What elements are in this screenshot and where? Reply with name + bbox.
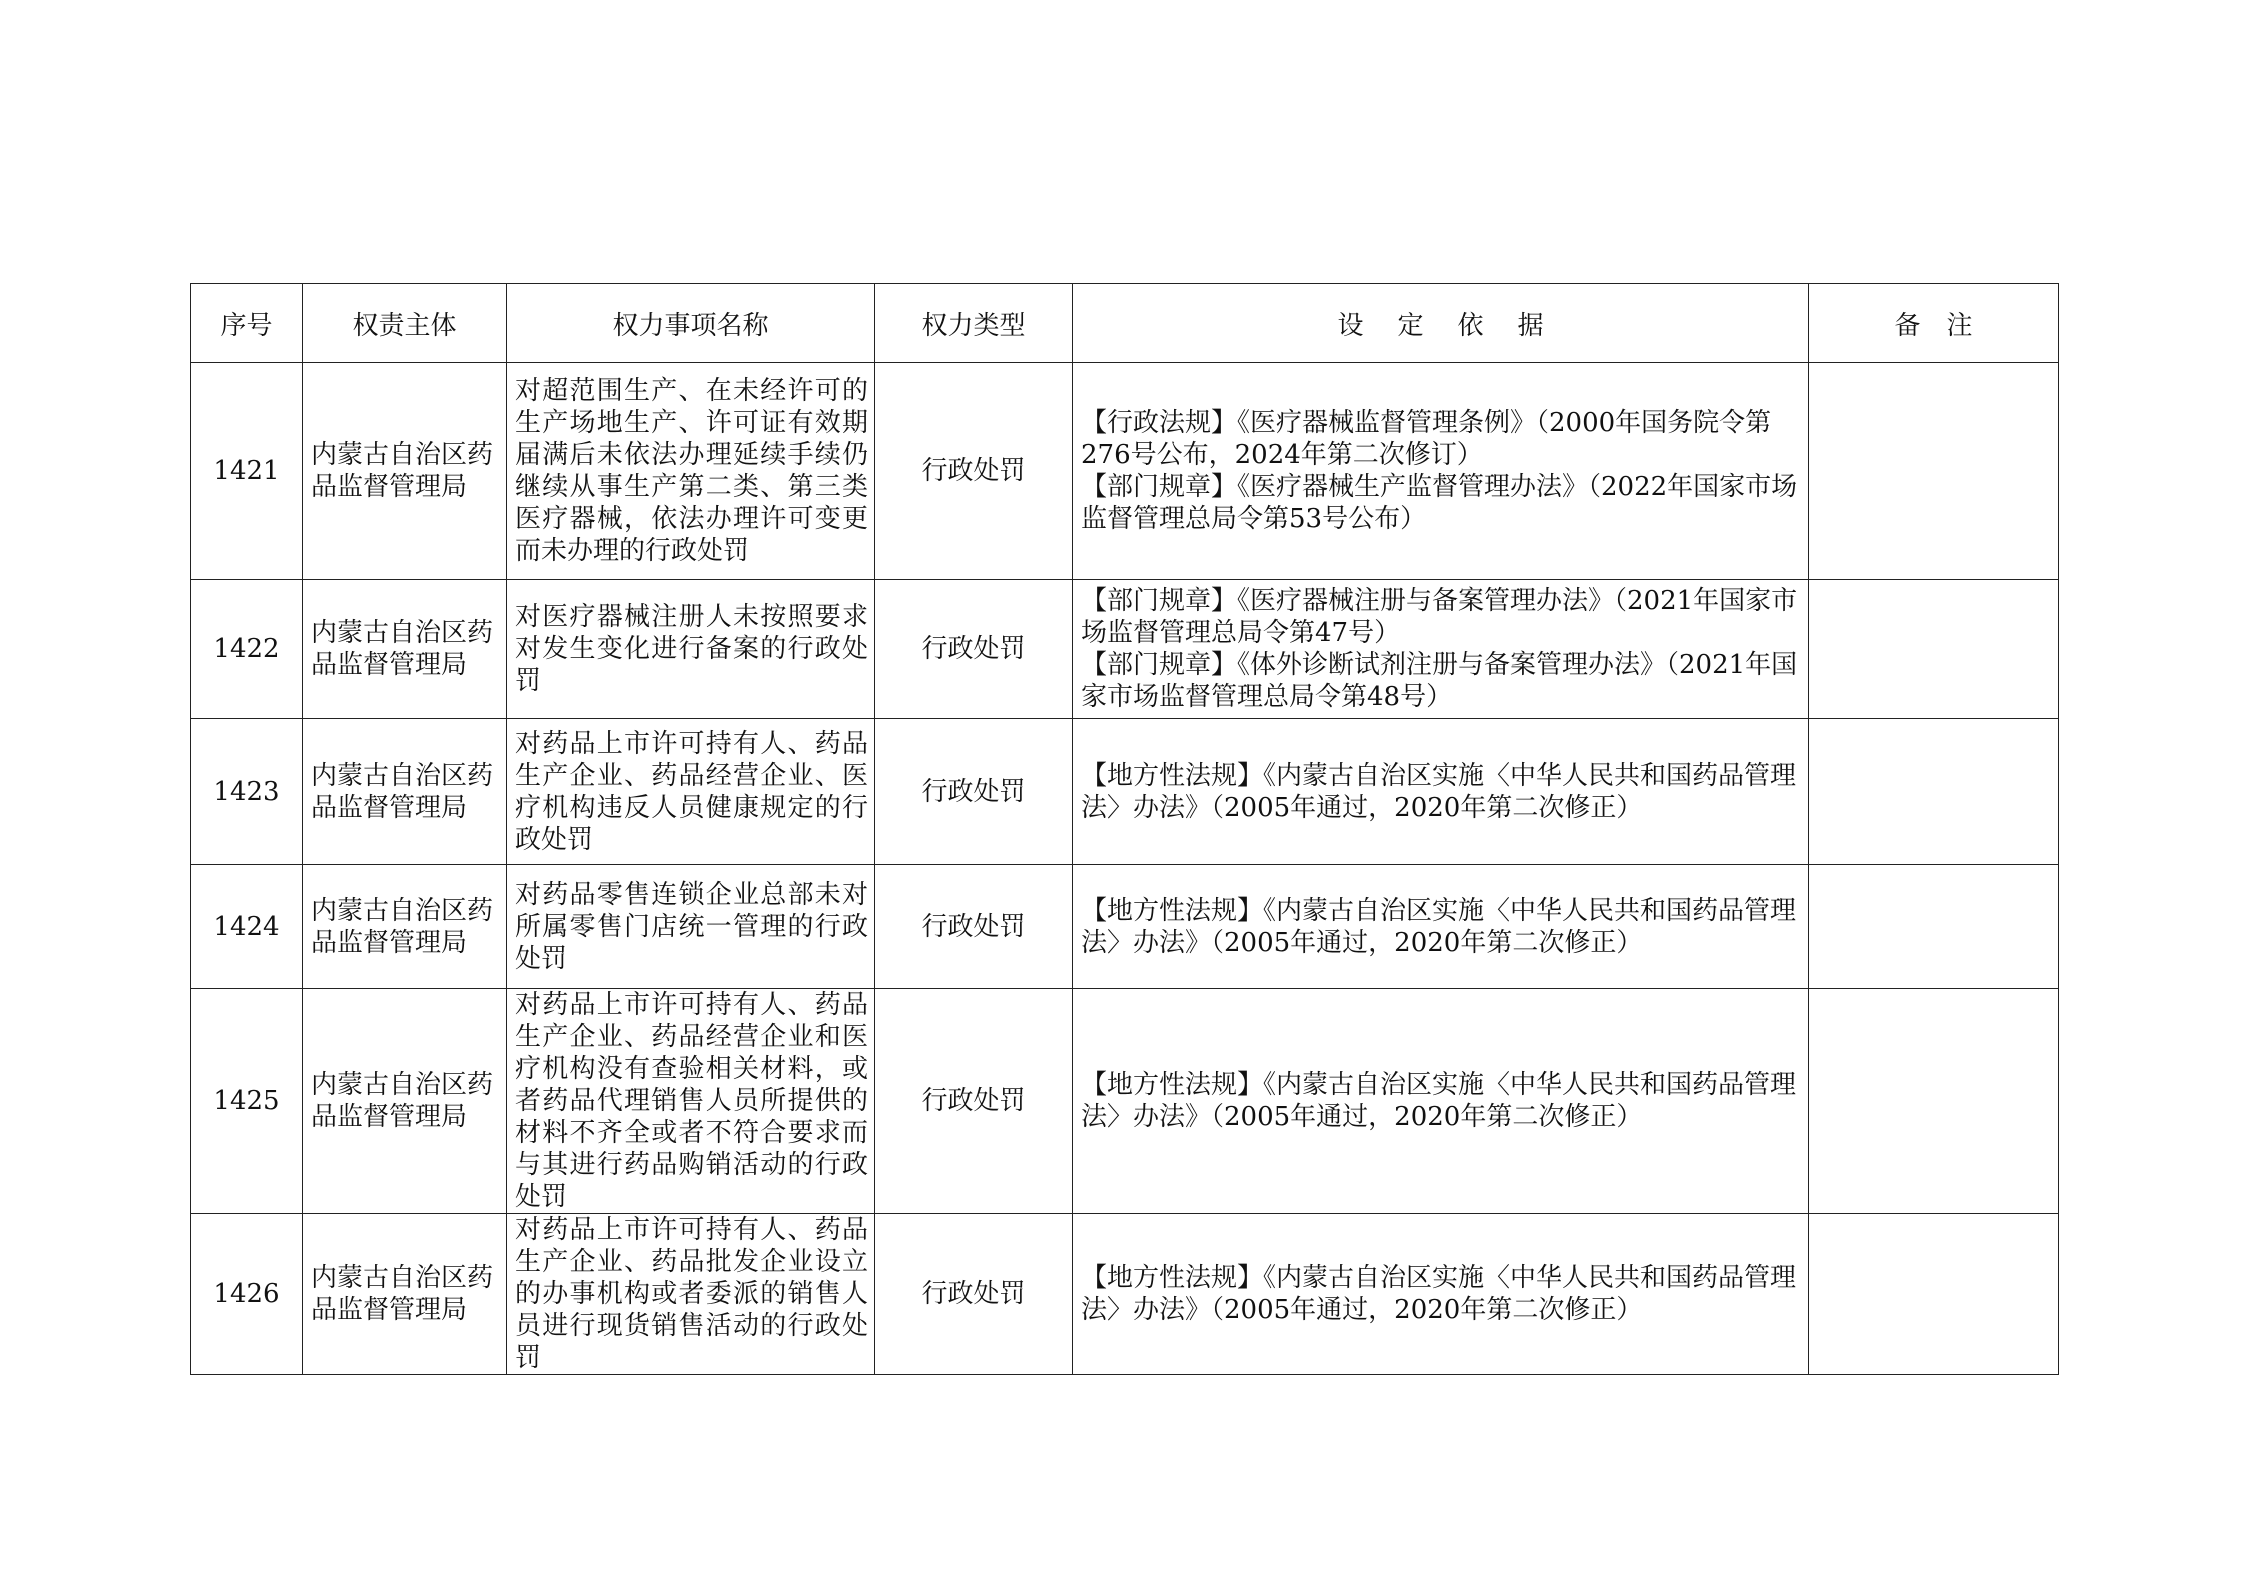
basis-line: 【地方性法规】《内蒙古自治区实施〈中华人民共和国药品管理法〉办法》（2005年通过，2020年第二次修正）	[1081, 1070, 1797, 1132]
power-list-table	[190, 283, 2059, 1375]
table-row	[191, 719, 2059, 865]
cell-basis	[1073, 1214, 1809, 1375]
cell-subject: 内蒙古自治区药品监督管理局	[303, 719, 507, 865]
table-row	[191, 865, 2059, 989]
cell-subject: 内蒙古自治区药品监督管理局	[303, 865, 507, 989]
cell-note	[1809, 989, 2059, 1214]
cell-note	[1809, 865, 2059, 989]
cell-basis	[1073, 719, 1809, 865]
header-type: 权力类型	[875, 284, 1073, 363]
basis-line: 【部门规章】《体外诊断试剂注册与备案管理办法》（2021年国家市场监督管理总局令第48号）	[1081, 650, 1798, 712]
cell-type: 行政处罚	[875, 580, 1073, 719]
cell-type: 行政处罚	[875, 719, 1073, 865]
cell-subject: 内蒙古自治区药品监督管理局	[303, 580, 507, 719]
cell-type: 行政处罚	[875, 989, 1073, 1214]
cell-item: 对药品上市许可持有人、药品生产企业、药品经营企业、医疗机构违反人员健康规定的行政处罚	[507, 719, 875, 865]
cell-no: 1424	[191, 865, 303, 989]
cell-item: 对药品零售连锁企业总部未对所属零售门店统一管理的行政处罚	[507, 865, 875, 989]
basis-line: 【地方性法规】《内蒙古自治区实施〈中华人民共和国药品管理法〉办法》（2005年通过，2020年第二次修正）	[1081, 1263, 1797, 1325]
cell-note	[1809, 363, 2059, 580]
header-no: 序号	[191, 284, 303, 363]
cell-basis	[1073, 363, 1809, 580]
basis-line: 【行政法规】《医疗器械监督管理条例》（2000年国务院令第276号公布，2024年第二次修订）	[1081, 408, 1772, 470]
table-row	[191, 1214, 2059, 1375]
cell-basis	[1073, 989, 1809, 1214]
header-note: 备注	[1809, 284, 2059, 363]
cell-basis	[1073, 580, 1809, 719]
cell-no: 1421	[191, 363, 303, 580]
cell-no: 1425	[191, 989, 303, 1214]
header-basis: 设定依据	[1073, 284, 1809, 363]
table-row	[191, 989, 2059, 1214]
cell-subject: 内蒙古自治区药品监督管理局	[303, 363, 507, 580]
cell-item: 对医疗器械注册人未按照要求对发生变化进行备案的行政处罚	[507, 580, 875, 719]
cell-subject: 内蒙古自治区药品监督管理局	[303, 989, 507, 1214]
cell-no: 1426	[191, 1214, 303, 1375]
cell-type: 行政处罚	[875, 363, 1073, 580]
cell-no: 1423	[191, 719, 303, 865]
cell-note	[1809, 580, 2059, 719]
cell-type: 行政处罚	[875, 1214, 1073, 1375]
cell-note	[1809, 719, 2059, 865]
header-row	[191, 284, 2059, 363]
basis-line: 【地方性法规】《内蒙古自治区实施〈中华人民共和国药品管理法〉办法》（2005年通过，2020年第二次修正）	[1081, 760, 1797, 823]
cell-item: 对药品上市许可持有人、药品生产企业、药品经营企业和医疗机构没有查验相关材料，或者药品代理销售人员所提供的材料不齐全或者不符合要求而与其进行药品购销活动的行政处罚	[507, 989, 875, 1214]
table-row	[191, 363, 2059, 580]
cell-subject: 内蒙古自治区药品监督管理局	[303, 1214, 507, 1375]
basis-line: 【地方性法规】《内蒙古自治区实施〈中华人民共和国药品管理法〉办法》（2005年通过，2020年第二次修正）	[1081, 895, 1797, 958]
header-subject: 权责主体	[303, 284, 507, 363]
cell-type: 行政处罚	[875, 865, 1073, 989]
cell-basis	[1073, 865, 1809, 989]
cell-no: 1422	[191, 580, 303, 719]
basis-line: 【部门规章】《医疗器械注册与备案管理办法》（2021年国家市场监督管理总局令第47号）	[1081, 586, 1798, 648]
basis-line: 【部门规章】《医疗器械生产监督管理办法》（2022年国家市场监督管理总局令第53号公布）	[1081, 472, 1798, 534]
header-item: 权力事项名称	[507, 284, 875, 363]
table-row	[191, 580, 2059, 719]
cell-item: 对药品上市许可持有人、药品生产企业、药品批发企业设立的办事机构或者委派的销售人员进行现货销售活动的行政处罚	[507, 1214, 875, 1375]
cell-item: 对超范围生产、在未经许可的生产场地生产、许可证有效期届满后未依法办理延续手续仍继续从事生产第二类、第三类医疗器械，依法办理许可变更而未办理的行政处罚	[507, 363, 875, 580]
cell-note	[1809, 1214, 2059, 1375]
